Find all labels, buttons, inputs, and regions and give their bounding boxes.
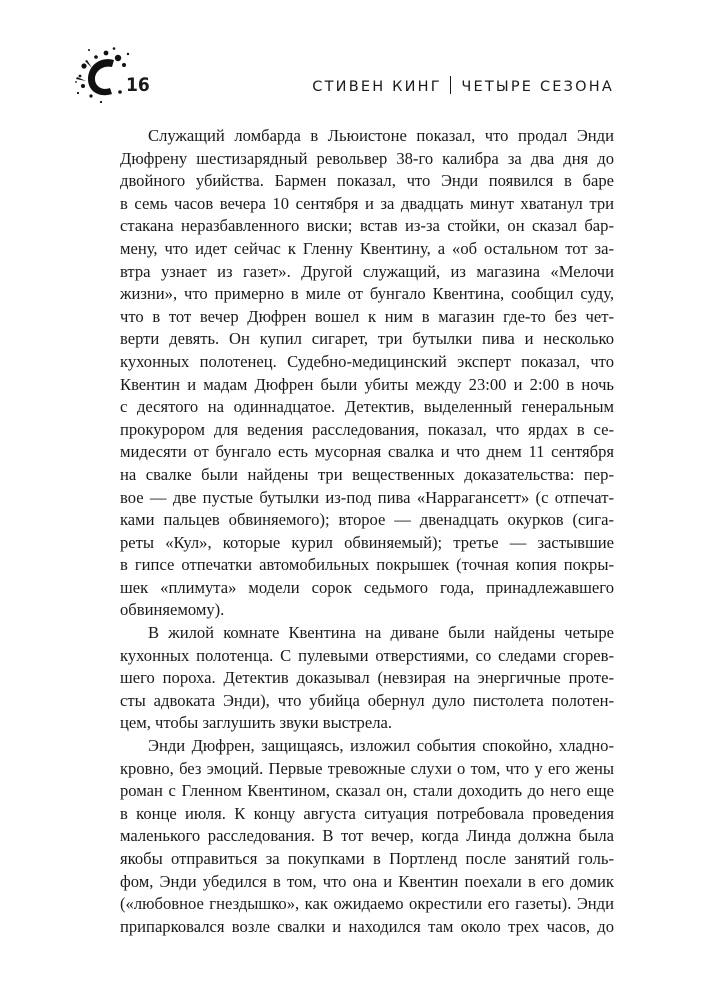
text-line: В жилой комнате Квентина на диване были найдены четыре <box>148 623 614 643</box>
running-head <box>312 76 614 95</box>
page-number: 16 <box>126 74 150 96</box>
text-line: шек «плимута» модели сорок седьмого года, принадлежавшего <box>120 577 614 597</box>
text-line: кровно, без эмоций. Первые тревожные слухи о том, что у его жены <box>120 758 614 778</box>
text-line: якобы отправиться за покупками в Портленд после занятий голь- <box>120 849 614 868</box>
text-line: на свалке были найдены три вещественных доказательства: пер- <box>120 464 614 484</box>
text-line: мидесяти от бунгало есть мусорная свалка и что днем 11 сентября <box>120 442 614 462</box>
text-line: маленького расследования. В тот вечер, когда Линда должна была <box>120 826 614 846</box>
text-line: Энди Дюфрен, защищаясь, изложил события спокойно, хладно- <box>148 736 614 756</box>
text-line: что в тот вечер Дюфрен вошел к ним в магазин где-то без чет- <box>120 306 614 326</box>
text-line: обвиняемому). <box>120 600 225 620</box>
page-header <box>60 46 614 106</box>
ink-splatter-logo-icon <box>74 46 134 104</box>
text-line: прокурором для ведения расследования, показал, что ярдах в се- <box>120 419 614 439</box>
text-line: стакана неразбавленного виски; встав из-за стойки, он сказал бар- <box>120 216 614 236</box>
text-line: верти девять. Он купил сигарет, три бутылки пива и несколько <box>120 329 614 349</box>
text-line: двойного убийства. Бармен показал, что Энди появился в баре <box>120 171 614 191</box>
text-line: ками пальцев обвиняемого); второе — двенадцать окурков (сига- <box>120 510 614 530</box>
text-line: роман с Гленном Квентином, сказал он, стали доходить до него еще <box>120 781 614 801</box>
text-line: («любовное гнездышко», как ожидаемо окрестили его газеты). Энди <box>120 894 614 914</box>
paragraph-1 <box>120 125 614 622</box>
text-line: Служащий ломбарда в Льюистоне показал, что продал Энди <box>148 126 614 145</box>
text-line: сты адвоката Энди), что убийца обернул дуло пистолета полотен- <box>120 690 614 710</box>
text-line: Дюфрену шестизарядный револьвер 38-го калибра за два дня до <box>120 148 614 168</box>
text-line: припарковался возле свалки и находился там около трех часов, до <box>120 916 614 936</box>
text-line: с десятого на одиннадцатое. Детектив, выделенный генеральным <box>120 397 614 417</box>
running-head-divider <box>450 76 452 94</box>
paragraph-2 <box>120 622 614 735</box>
text-line: фом, Энди убедился в том, что она и Квентин поехали в его домик <box>120 871 614 891</box>
running-head-title: ЧЕТЫРЕ СЕЗОНА <box>461 79 614 95</box>
text-line: в конце июля. К концу августа ситуация потребовала проведения <box>120 803 614 823</box>
paragraph-3 <box>120 735 614 938</box>
text-line: кухонных полотенца. С пулевыми отверстиями, со следами сгорев- <box>120 645 614 665</box>
text-line: Квентин и мадам Дюфрен были убиты между 23:00 и 2:00 в ночь <box>120 374 614 394</box>
text-line: шего пороха. Детектив доказывал (невзирая на энергичные проте- <box>120 668 614 688</box>
text-line: в гипсе отпечатки автомобильных покрышек (точная копия покры- <box>120 555 614 575</box>
text-line: мену, что идет сейчас к Гленну Квентину, а «об остальном тот за- <box>120 238 614 258</box>
text-line: жизни», что примерно в миле от бунгало Квентина, сообщил суду, <box>120 284 614 304</box>
text-line: в семь часов вечера 10 сентября и за двадцать минут хватанул три <box>120 193 614 213</box>
body-text <box>120 125 614 938</box>
text-line: реты «Кул», которые курил обвиняемый); третье — застывшие <box>120 532 614 552</box>
text-line: втра узнает из газет». Другой служащий, из магазина «Мелочи <box>120 261 614 281</box>
text-line: цем, чтобы заглушить звуки выстрела. <box>120 713 393 733</box>
text-line: кухонных полотенец. Судебно-медицинский эксперт показал, что <box>120 351 614 371</box>
running-head-author: СТИВЕН КИНГ <box>312 79 442 95</box>
text-line: вое — две пустые бутылки из-под пива «Наррагансетт» (с отпечат- <box>120 487 614 507</box>
